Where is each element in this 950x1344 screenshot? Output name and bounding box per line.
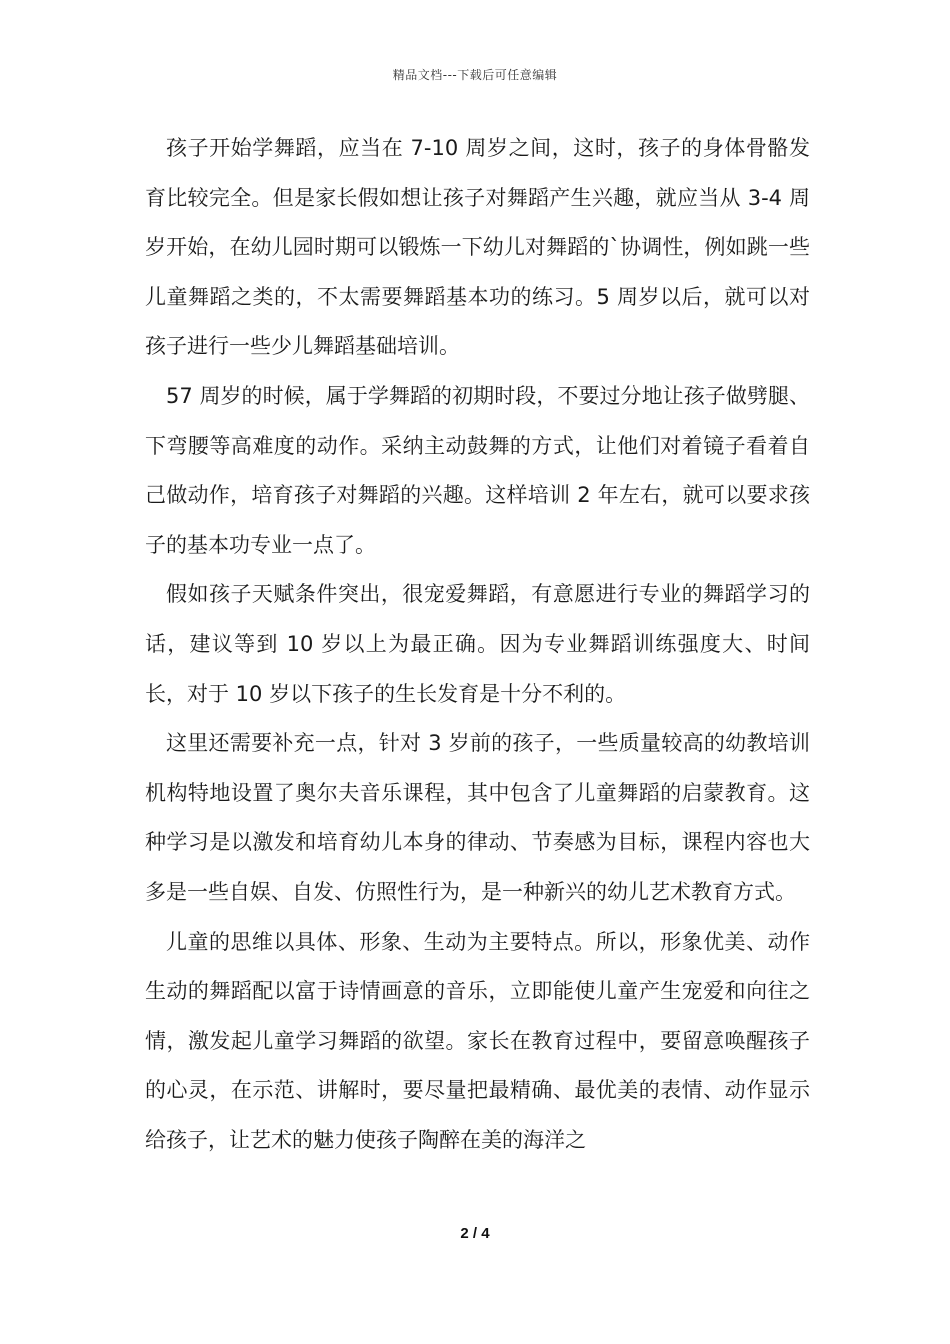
- paragraph-1: 孩子开始学舞蹈，应当在 7-10 周岁之间，这时，孩子的身体骨骼发育比较完全。但是家长假如想让孩子对舞蹈产生兴趣，就应当从 3-4 周岁开始，在幼儿园时期可以锻炼一下幼儿对舞蹈的`协调性，例如跳一些儿童舞蹈之类的，不太需要舞蹈基本功的练习。5 周岁以后，就可以对孩子进行一些少儿舞蹈基础培训。: [145, 136, 810, 359]
- paragraph-5: 儿童的思维以具体、形象、生动为主要特点。所以，形象优美、动作生动的舞蹈配以富于诗情画意的音乐，立即能使儿童产生宠爱和向往之情，激发起儿童学习舞蹈的欲望。家长在教育过程中，要留意唤醒孩子的心灵，在示范、讲解时，要尽量把最精确、最优美的表情、动作显示给孩子，让艺术的魅力使孩子陶醉在美的海洋之: [145, 929, 810, 1152]
- page-header: 精品文档---下载后可任意编辑: [392, 68, 558, 82]
- paragraph-2: 57 周岁的时候，属于学舞蹈的初期时段，不要过分地让孩子做劈腿、下弯腰等高难度的动作。采纳主动鼓舞的方式，让他们对着镜子看着自己做动作，培育孩子对舞蹈的兴趣。这样培训 2 年左右，就可以要求孩子的基本功专业一点了。: [145, 383, 810, 557]
- paragraph-4: 这里还需要补充一点，针对 3 岁前的孩子，一些质量较高的幼教培训机构特地设置了奥尔夫音乐课程，其中包含了儿童舞蹈的启蒙教育。这种学习是以激发和培育幼儿本身的律动、节奏感为目标，课程内容也大多是一些自娱、自发、仿照性行为，是一种新兴的幼儿艺术教育方式。: [145, 731, 810, 904]
- page-number: 2 / 4: [460, 1225, 490, 1242]
- paragraph-3: 假如孩子天赋条件突出，很宠爱舞蹈，有意愿进行专业的舞蹈学习的话，建议等到 10 岁以上为最正确。因为专业舞蹈训练强度大、时间长，对于 10 岁以下孩子的生长发育是十分不利的。: [145, 582, 810, 706]
- document-body: [145, 124, 810, 1165]
